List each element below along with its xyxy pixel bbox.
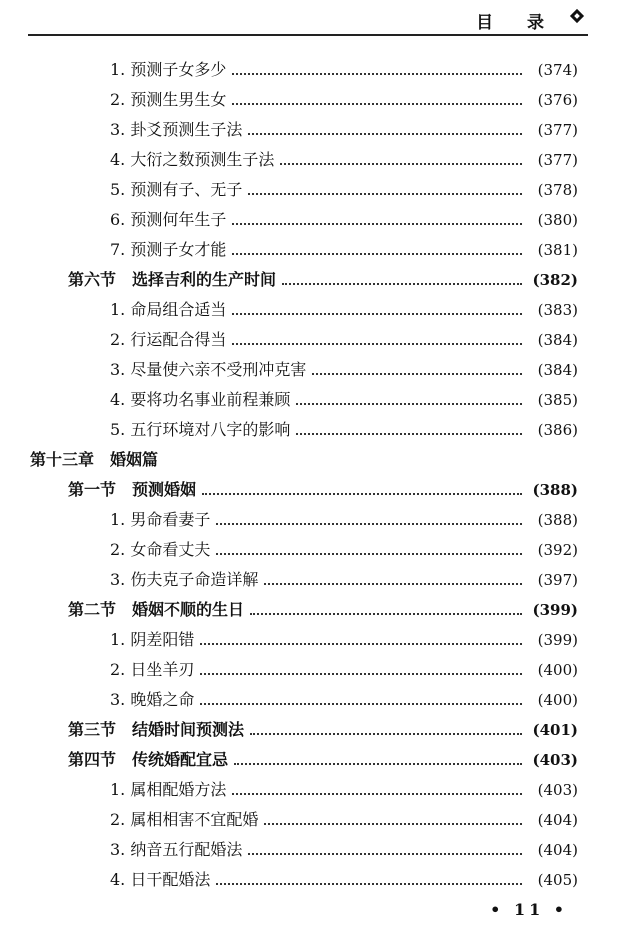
dot-leader bbox=[296, 433, 522, 435]
toc-entry-item bbox=[0, 625, 618, 655]
toc-entry-title: 1. 预测子女多少 bbox=[110, 60, 227, 79]
toc-entry-item bbox=[0, 685, 618, 715]
toc-entry-page: (403) bbox=[532, 751, 578, 769]
dot-leader bbox=[234, 763, 522, 765]
toc-entry-item bbox=[0, 115, 618, 145]
toc-entry-title: 2. 预测生男生女 bbox=[110, 90, 227, 109]
toc-entry-page: (403) bbox=[537, 781, 578, 799]
toc-entry-item bbox=[0, 355, 618, 385]
toc-entry-title: 1. 阴差阳错 bbox=[110, 630, 195, 649]
toc-entry-page: (374) bbox=[537, 61, 578, 79]
toc-entry-page: (377) bbox=[537, 151, 578, 169]
toc-entry-section bbox=[0, 745, 618, 775]
dot-leader bbox=[248, 853, 522, 855]
dot-leader bbox=[216, 523, 522, 525]
dot-leader bbox=[232, 793, 522, 795]
toc-entry-page: (399) bbox=[537, 631, 578, 649]
toc-entry-title: 第二节 婚姻不顺的生日 bbox=[68, 600, 245, 619]
running-header bbox=[28, 0, 588, 36]
toc-entry-title: 2. 属相相害不宜配婚 bbox=[110, 810, 259, 829]
toc-entry-page: (392) bbox=[537, 541, 578, 559]
toc-entry-item bbox=[0, 295, 618, 325]
toc-entry-title: 3. 纳音五行配婚法 bbox=[110, 840, 243, 859]
toc-entry-title: 4. 要将功名事业前程兼顾 bbox=[110, 390, 291, 409]
toc-entry-section bbox=[0, 475, 618, 505]
toc-entry-page: (384) bbox=[537, 361, 578, 379]
toc-entry-item bbox=[0, 805, 618, 835]
toc-entry-page: (388) bbox=[537, 511, 578, 529]
toc-entry-item bbox=[0, 865, 618, 895]
toc-entry-item bbox=[0, 175, 618, 205]
dot-leader bbox=[264, 823, 522, 825]
toc-entry-title: 2. 行运配合得当 bbox=[110, 330, 227, 349]
toc-entry-item bbox=[0, 415, 618, 445]
toc-entry-section bbox=[0, 265, 618, 295]
toc-entry-page: (388) bbox=[532, 481, 578, 499]
dot-leader bbox=[232, 313, 522, 315]
toc-entry-item bbox=[0, 655, 618, 685]
table-of-contents bbox=[0, 55, 618, 895]
dot-leader bbox=[248, 133, 522, 135]
toc-entry-item bbox=[0, 205, 618, 235]
toc-entry-item bbox=[0, 235, 618, 265]
toc-entry-chapter bbox=[0, 445, 618, 475]
toc-entry-page: (401) bbox=[532, 721, 578, 739]
dot-leader bbox=[200, 643, 522, 645]
toc-entry-page: (380) bbox=[537, 211, 578, 229]
toc-entry-item bbox=[0, 505, 618, 535]
toc-entry-title: 4. 日干配婚法 bbox=[110, 870, 211, 889]
dot-leader bbox=[282, 283, 522, 285]
toc-entry-title: 2. 日坐羊刃 bbox=[110, 660, 195, 679]
page-number: • 11 • bbox=[490, 900, 568, 919]
dot-leader bbox=[250, 733, 522, 735]
toc-entry-title: 1. 属相配婚方法 bbox=[110, 780, 227, 799]
toc-entry-title: 第三节 结婚时间预测法 bbox=[68, 720, 245, 739]
toc-entry-page: (405) bbox=[537, 871, 578, 889]
dot-leader bbox=[216, 553, 522, 555]
dot-leader bbox=[280, 163, 522, 165]
toc-entry-item bbox=[0, 325, 618, 355]
toc-entry-page: (404) bbox=[537, 811, 578, 829]
dot-leader bbox=[248, 193, 522, 195]
toc-entry-page: (377) bbox=[537, 121, 578, 139]
dot-leader bbox=[296, 403, 522, 405]
toc-entry-title: 3. 尽量使六亲不受刑冲克害 bbox=[110, 360, 307, 379]
toc-entry-page: (384) bbox=[537, 331, 578, 349]
toc-entry-title: 第十三章 婚姻篇 bbox=[30, 450, 159, 469]
toc-entry-page: (382) bbox=[532, 271, 578, 289]
dot-leader bbox=[232, 253, 522, 255]
toc-entry-title: 5. 预测有子、无子 bbox=[110, 180, 243, 199]
toc-entry-title: 3. 晚婚之命 bbox=[110, 690, 195, 709]
dot-leader bbox=[200, 673, 522, 675]
toc-entry-title: 3. 卦爻预测生子法 bbox=[110, 120, 243, 139]
dot-leader bbox=[232, 103, 522, 105]
toc-entry-page: (400) bbox=[537, 691, 578, 709]
toc-entry-title: 第四节 传统婚配宜忌 bbox=[68, 750, 229, 769]
dot-leader bbox=[200, 703, 522, 705]
toc-entry-title: 2. 女命看丈夫 bbox=[110, 540, 211, 559]
header-rule bbox=[28, 34, 588, 36]
dot-leader bbox=[202, 493, 522, 495]
toc-entry-page: (386) bbox=[537, 421, 578, 439]
toc-entry-title: 3. 伤夫克子命造详解 bbox=[110, 570, 259, 589]
toc-entry-page: (381) bbox=[537, 241, 578, 259]
toc-entry-title: 1. 男命看妻子 bbox=[110, 510, 211, 529]
toc-entry-item bbox=[0, 85, 618, 115]
toc-entry-item bbox=[0, 835, 618, 865]
toc-entry-title: 5. 五行环境对八字的影响 bbox=[110, 420, 291, 439]
dot-leader bbox=[216, 883, 522, 885]
toc-entry-item bbox=[0, 565, 618, 595]
toc-entry-item bbox=[0, 55, 618, 85]
dot-leader bbox=[312, 373, 522, 375]
toc-entry-page: (376) bbox=[537, 91, 578, 109]
toc-entry-page: (383) bbox=[537, 301, 578, 319]
toc-entry-title: 7. 预测子女才能 bbox=[110, 240, 227, 259]
toc-entry-title: 1. 命局组合适当 bbox=[110, 300, 227, 319]
dot-leader bbox=[264, 583, 522, 585]
toc-entry-title: 4. 大衍之数预测生子法 bbox=[110, 150, 275, 169]
diamond-icon bbox=[570, 9, 584, 23]
dot-leader bbox=[232, 73, 522, 75]
toc-entry-item bbox=[0, 535, 618, 565]
toc-entry-item bbox=[0, 775, 618, 805]
toc-entry-title: 第一节 预测婚姻 bbox=[68, 480, 197, 499]
dot-leader bbox=[232, 223, 522, 225]
toc-entry-page: (378) bbox=[537, 181, 578, 199]
toc-entry-page: (397) bbox=[537, 571, 578, 589]
toc-entry-page: (400) bbox=[537, 661, 578, 679]
toc-entry-title: 6. 预测何年生子 bbox=[110, 210, 227, 229]
dot-leader bbox=[250, 613, 522, 615]
toc-entry-page: (399) bbox=[532, 601, 578, 619]
toc-entry-page: (404) bbox=[537, 841, 578, 859]
toc-entry-section bbox=[0, 595, 618, 625]
toc-entry-item bbox=[0, 385, 618, 415]
toc-entry-page: (385) bbox=[537, 391, 578, 409]
toc-entry-title: 第六节 选择吉利的生产时间 bbox=[68, 270, 277, 289]
toc-entry-section bbox=[0, 715, 618, 745]
header-title: 目 录 bbox=[476, 13, 558, 33]
dot-leader bbox=[232, 343, 522, 345]
toc-entry-item bbox=[0, 145, 618, 175]
